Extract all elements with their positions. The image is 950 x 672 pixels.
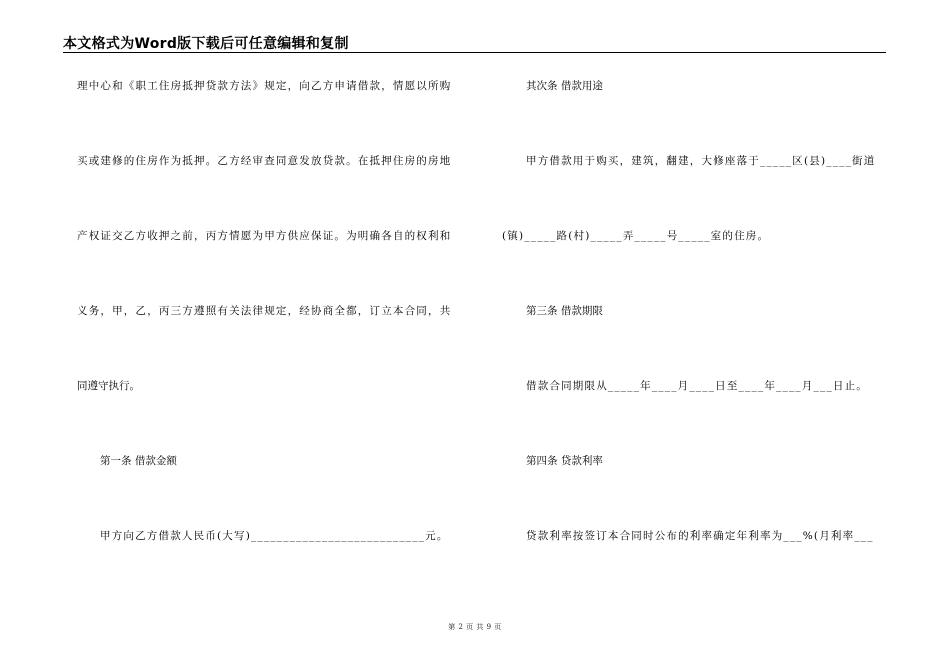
left-line-4: 义务，甲，乙，丙三方遵照有关法律规定，经协商全都，订立本合同，共 <box>77 305 452 317</box>
document-header-title: 本文格式为Word版下载后可任意编辑和复制 <box>63 36 349 52</box>
article-1-heading: 第一条 借款金额 <box>100 455 177 467</box>
article-4-body: 贷款利率按签订本合同时公布的利率确定年利率为___%(月利率___ <box>526 530 874 542</box>
article-1-body: 甲方向乙方借款人民币(大写)___________________________元。 <box>100 530 449 542</box>
article-2-heading: 其次条 借款用途 <box>526 80 603 92</box>
article-2-body-line-2: (镇)_____路(村)_____弄_____号_____室的住房。 <box>502 230 770 242</box>
article-3-body: 借款合同期限从_____年____月____日至____年____月___日止。 <box>526 380 868 392</box>
article-2-body-line-1: 甲方借款用于购买，建筑，翻建，大修座落于_____区(县)____街道 <box>526 155 876 167</box>
left-line-2: 买或建修的住房作为抵押。乙方经审查同意发放贷款。在抵押住房的房地 <box>77 155 452 167</box>
left-line-5: 同遵守执行。 <box>77 380 140 392</box>
article-3-heading: 第三条 借款期限 <box>526 305 603 317</box>
left-line-1: 理中心和《职工住房抵押贷款方法》规定，向乙方申请借款，情愿以所购 <box>77 80 452 92</box>
header-divider <box>63 52 886 53</box>
left-line-3: 产权证交乙方收押之前，丙方情愿为甲方供应保证。为明确各自的权利和 <box>77 230 452 242</box>
article-4-heading: 第四条 贷款利率 <box>526 455 603 467</box>
page-number-footer: 第 2 页 共 9 页 <box>448 623 502 631</box>
